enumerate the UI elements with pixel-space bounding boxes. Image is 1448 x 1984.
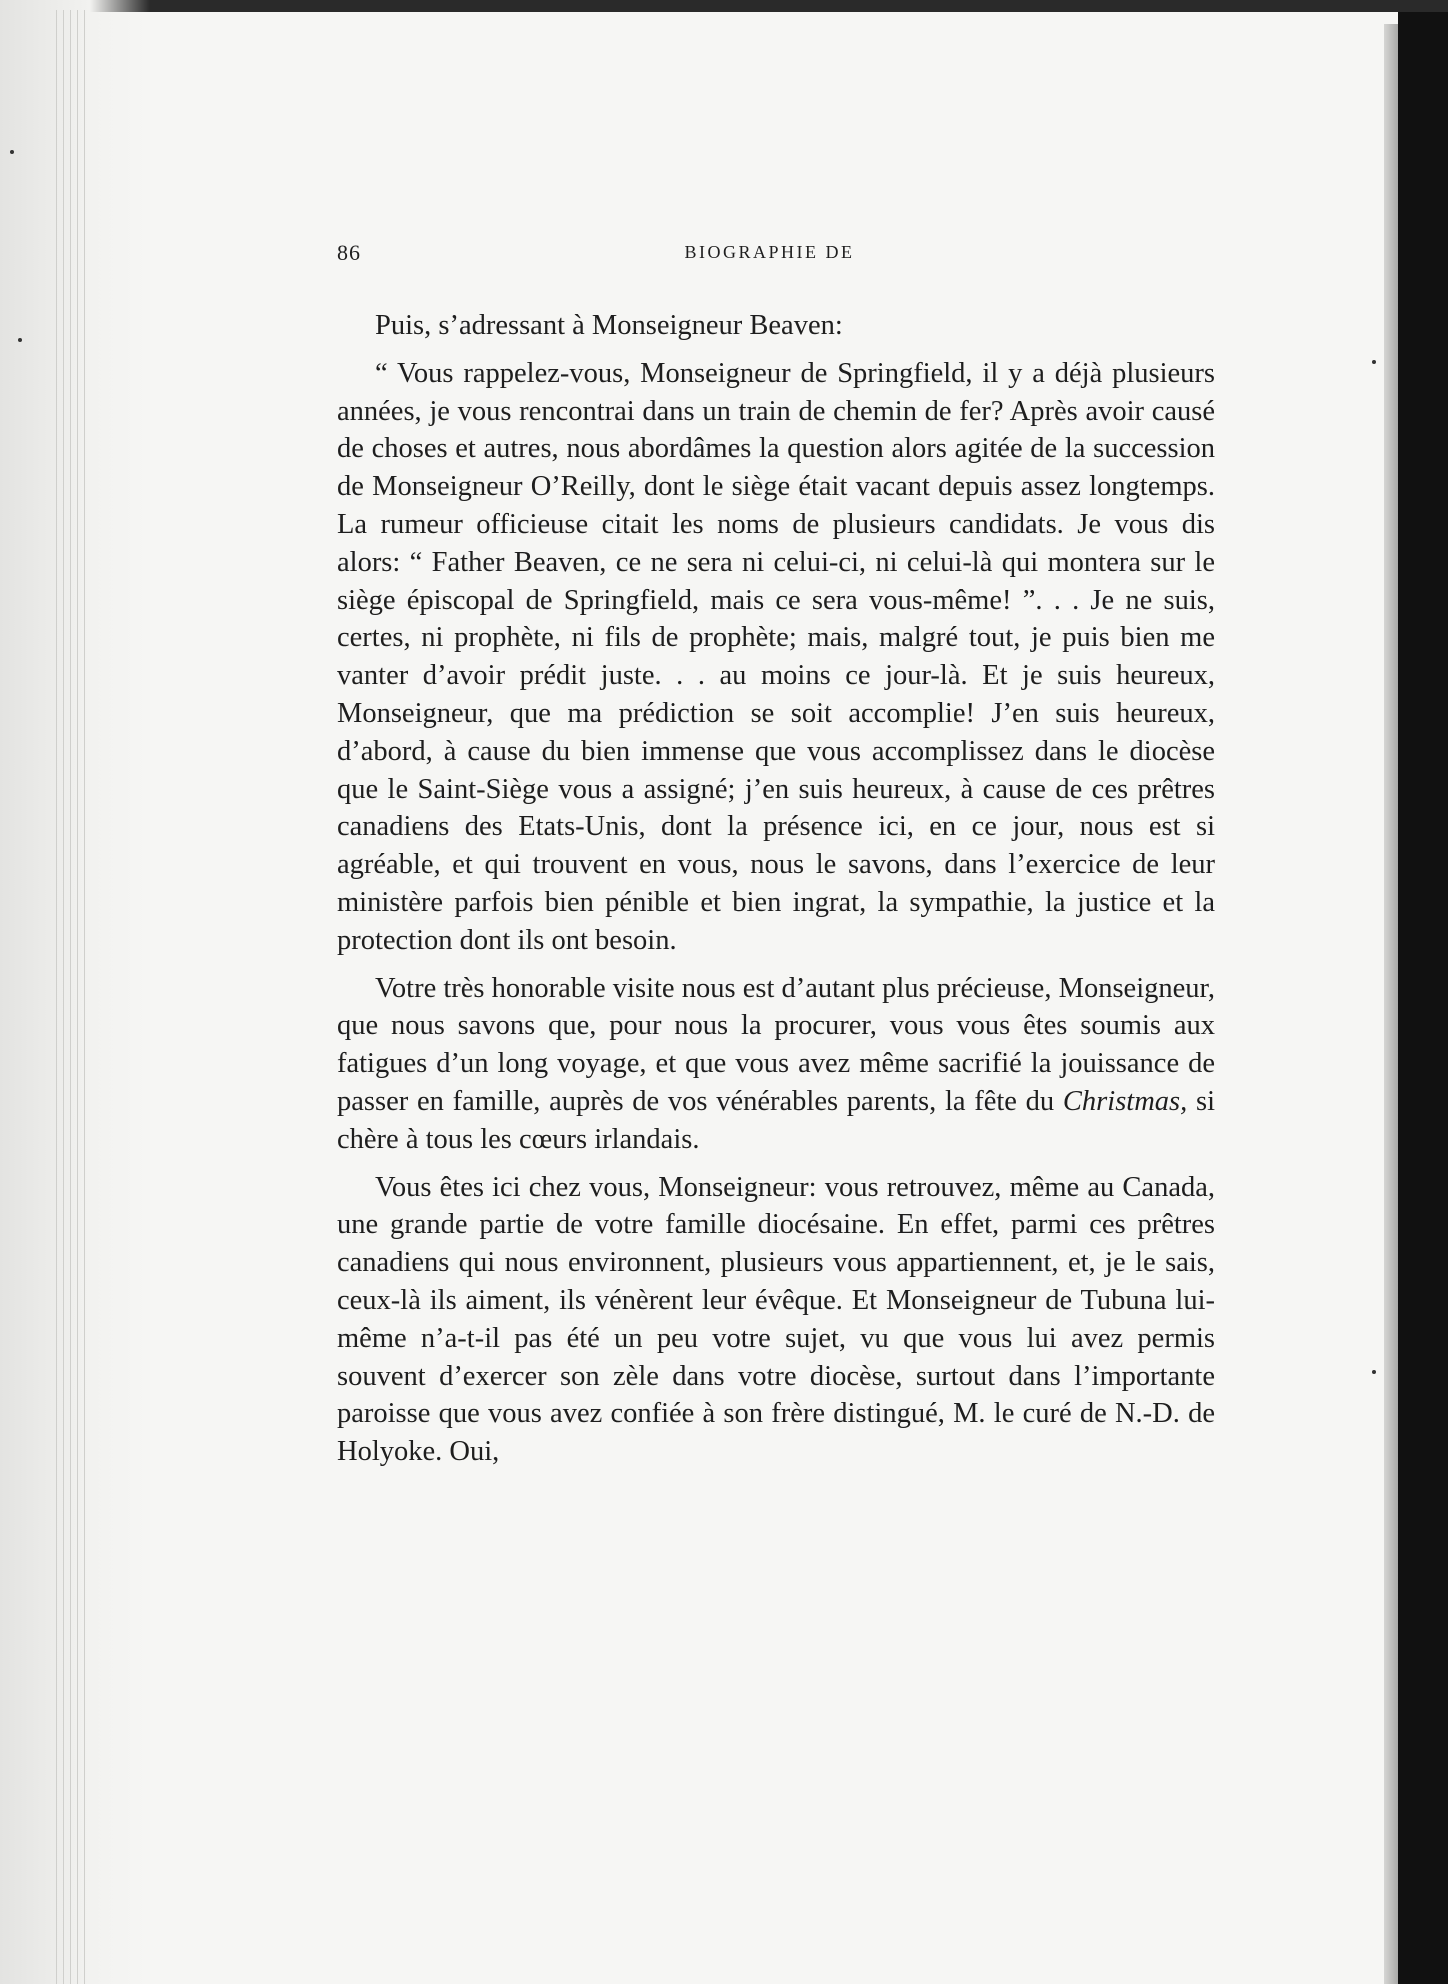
page-number: 86 — [337, 240, 361, 265]
dust-speck — [10, 150, 14, 154]
dust-speck — [1372, 1370, 1376, 1374]
page-edge-line — [84, 10, 85, 1984]
dust-speck — [1372, 360, 1376, 364]
italic-word: Christmas, — [1062, 1085, 1188, 1117]
running-head: BIOGRAPHIE DE — [684, 242, 855, 262]
scanner-right-border — [1398, 12, 1448, 1984]
paragraph-text: si chère à tous les cœurs irlandais. — [337, 1085, 1215, 1155]
binding-gutter-shadow — [0, 0, 150, 1984]
dust-speck — [18, 338, 22, 342]
page-edge-line — [56, 10, 57, 1984]
scanner-top-border — [0, 0, 1448, 12]
body-text — [337, 307, 1215, 1471]
page-edge-line — [77, 10, 78, 1984]
paragraph — [337, 970, 1215, 1159]
page-header — [337, 240, 1202, 272]
page-edge-line — [70, 10, 71, 1984]
paragraph: Vous êtes ici chez vous, Monseigneur: vous retrouvez, même au Canada, une grande partie de votre famille diocésaine. En effet, parmi ces prêtres canadiens qui nous environnent, plusieurs vous appartiennent, et, je le sais, ceux-là ils aiment, ils vénèrent leur évêque. Et Monseigneur de Tubuna lui-même n’a-t-il pas été un peu votre sujet, vu que vous lui avez permis souvent d’exercer son zèle dans votre diocèse, surtout dans l’importante paroisse que vous avez confiée à son frère distingué, M. le curé de N.-D. de Holyoke. Oui, — [337, 1171, 1215, 1468]
paragraph: Puis, s’adressant à Monseigneur Beaven: — [375, 310, 843, 341]
right-page-edge — [1384, 24, 1398, 1984]
paragraph: “ Vous rappelez-vous, Monseigneur de Springfield, il y a déjà plusieurs années, je vous rencontrai dans un train de chemin de fer? Après avoir causé de choses et autres, nous abordâmes la question alors agitée de la succession de Monseigneur O’Reilly, dont le siège était vacant depuis assez longtemps. La rumeur officieuse citait les noms de plusieurs candidats. Je vous dis alors: “ Father Beaven, ce ne sera ni celui-ci, ni celui-là qui montera sur le siège épiscopal de Springfield, mais ce sera vous-même! ”. . . Je ne suis, certes, ni prophète, ni fils de prophète; mais, malgré tout, je puis bien me vanter d’avoir prédit juste. . . au moins ce jour-là. Et je suis heureux, Monseigneur, que ma prédiction se soit accomplie! J’en suis heureux, d’abord, à cause du bien immense que vous accomplissez dans le diocèse que le Saint-Siège vous a assigné; j’en suis heureux, à cause de ces prêtres canadiens des Etats-Unis, dont la présence ici, en ce jour, nous est si agréable, et qui trouvent en vous, nous le savons, dans l’exercice de leur ministère parfois bien pénible et bien ingrat, la sympathie, la justice et la protection dont ils ont besoin. — [337, 357, 1215, 956]
paragraph-text: Votre très honorable visite nous est d’autant plus précieuse, Monseigneur, que nous savons que, pour nous la procurer, vous vous êtes soumis aux fatigues d’un long voyage, et que vous avez même sacrifié la jouissance de passer en famille, auprès de vos vénérables parents, la fête du — [337, 972, 1215, 1117]
page-edge-line — [63, 10, 64, 1984]
